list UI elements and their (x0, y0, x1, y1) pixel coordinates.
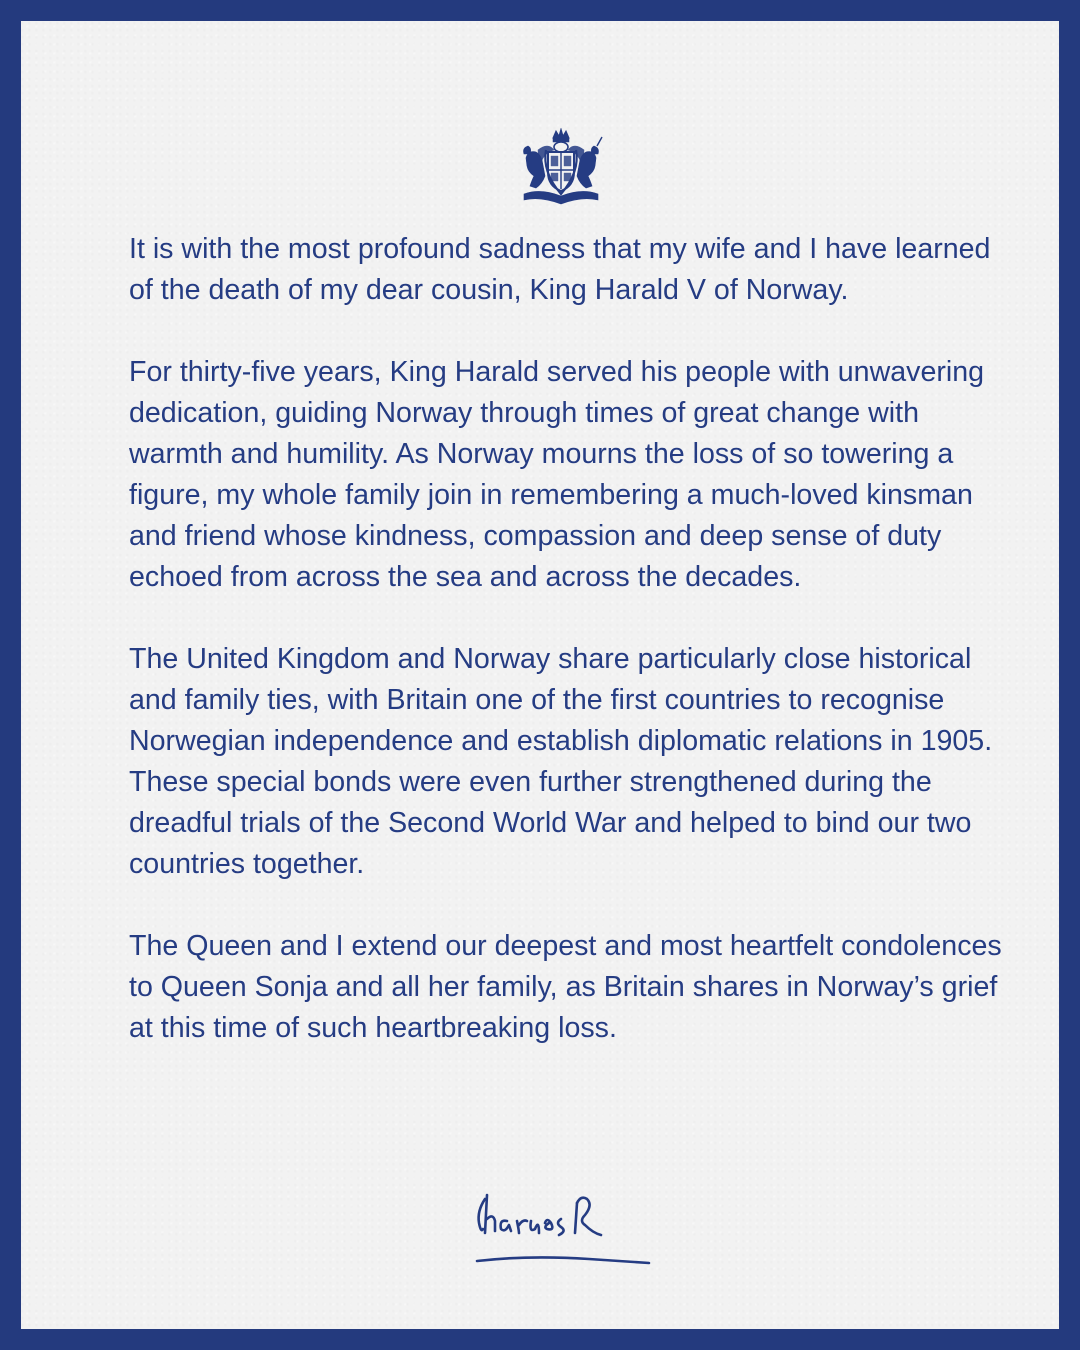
letter-paragraph: The Queen and I extend our deepest and most heartfelt condolences to Queen Sonja and all her family, as Britain shares in Norway’s grief at this time of such heartbreaking loss. (129, 930, 1002, 1044)
handwritten-signature-icon (469, 1189, 659, 1281)
royal-coat-of-arms-icon (518, 128, 604, 206)
letter-paragraph: The United Kingdom and Norway share particularly close historical and family ties, with Britain one of the first countries to recognise Norwegian independence and establish diplomatic relations in 1905. These special bonds were even further strengthened during the dreadful trials of the Second World War and helped to bind our two countries together. (129, 643, 993, 880)
letter-body (129, 229, 1009, 1049)
letter-paragraph: It is with the most profound sadness that my wife and I have learned of the death of my dear cousin, King Harald V of Norway. (129, 233, 991, 306)
letter-card (21, 21, 1059, 1329)
letter-paragraph: For thirty-five years, King Harald served his people with unwavering dedication, guiding Norway through times of great change with warmth and humility. As Norway mourns the loss of so towering a figure, my whole family join in remembering a much-loved kinsman and friend whose kindness, compassion and deep sense of duty echoed from across the sea and across the decades. (129, 356, 985, 593)
